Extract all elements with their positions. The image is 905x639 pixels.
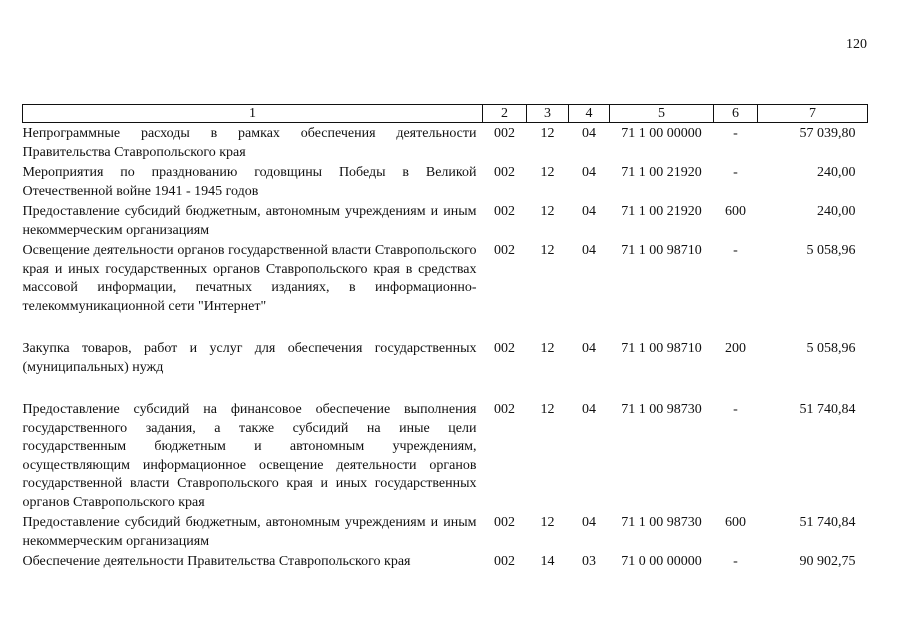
row-pr: 04 <box>582 165 596 180</box>
row-name: Освещение деятельности органов государственной власти Ставропольского края и иных государственных органов Ставропольского края в средствах массовой информации, печатных изданиях, в информационно-телекоммуникационной сети "Интернет" <box>22 243 477 314</box>
header-row <box>23 105 868 123</box>
row-vr: - <box>733 165 738 180</box>
row-name: Непрограммные расходы в рамках обеспечения деятельности Правительства Ставропольского края <box>22 126 477 160</box>
row-sum: 51 740,84 <box>799 515 856 530</box>
spacer-row <box>23 316 868 338</box>
header-cell: 2 <box>483 105 527 123</box>
row-sum: 240,00 <box>817 165 856 180</box>
header-cell: 3 <box>527 105 569 123</box>
table-row <box>23 399 868 512</box>
row-csr: 71 1 00 21920 <box>621 204 702 219</box>
row-ved: 002 <box>494 204 515 219</box>
row-pr: 04 <box>582 204 596 219</box>
row-rz: 12 <box>540 402 555 417</box>
row-vr: 600 <box>725 204 746 219</box>
header-cell: 5 <box>610 105 714 123</box>
row-rz: 12 <box>540 341 555 356</box>
row-ved: 002 <box>494 165 515 180</box>
row-rz: 14 <box>540 554 555 569</box>
spacer-row <box>23 377 868 399</box>
row-csr: 71 1 00 00000 <box>621 126 702 141</box>
table-row <box>23 201 868 240</box>
row-ved: 002 <box>494 341 515 356</box>
row-rz: 12 <box>540 243 555 258</box>
table-row <box>23 240 868 316</box>
table-row <box>23 123 868 163</box>
row-sum: 240,00 <box>817 204 856 219</box>
row-sum: 57 039,80 <box>799 126 856 141</box>
row-csr: 71 1 00 98710 <box>621 341 702 356</box>
row-pr: 04 <box>582 126 596 141</box>
row-name: Предоставление субсидий на финансовое обеспечение выполнения государственного задания, а также субсидий на иные цели государственным бюджетным и автономным учреждениям, осуществляющим информационное освещение деятельности органов государственной власти Ставропольского края и иных государственных органов Ставропольского края <box>22 402 477 510</box>
row-ved: 002 <box>494 515 515 530</box>
row-csr: 71 1 00 21920 <box>621 165 702 180</box>
row-ved: 002 <box>494 126 515 141</box>
row-csr: 71 1 00 98730 <box>621 402 702 417</box>
row-csr: 71 1 00 98710 <box>621 243 702 258</box>
header-cell: 6 <box>714 105 758 123</box>
table-row <box>23 338 868 377</box>
table-row <box>23 551 868 572</box>
page-number: 120 <box>846 37 867 52</box>
row-csr: 71 1 00 98730 <box>621 515 702 530</box>
row-vr: - <box>733 402 738 417</box>
row-pr: 04 <box>582 341 596 356</box>
row-sum: 5 058,96 <box>806 243 856 258</box>
header-cell: 4 <box>569 105 610 123</box>
row-ved: 002 <box>494 402 515 417</box>
row-vr: 600 <box>725 515 746 530</box>
table-row <box>23 162 868 201</box>
row-ved: 002 <box>494 243 515 258</box>
row-name: Мероприятия по празднованию годовщины Победы в Великой Отечественной войне 1941 - 1945 годов <box>22 165 477 199</box>
row-name: Обеспечение деятельности Правительства Ставропольского края <box>22 554 411 569</box>
row-vr: 200 <box>725 341 746 356</box>
row-sum: 51 740,84 <box>799 402 856 417</box>
row-csr: 71 0 00 00000 <box>621 554 702 569</box>
row-rz: 12 <box>540 126 555 141</box>
budget-table <box>22 104 868 572</box>
row-vr: - <box>733 126 738 141</box>
header-cell: 7 <box>758 105 868 123</box>
row-name: Предоставление субсидий бюджетным, автономным учреждениям и иным некоммерческим организациям <box>22 515 477 549</box>
row-name: Предоставление субсидий бюджетным, автономным учреждениям и иным некоммерческим организациям <box>22 204 477 238</box>
row-pr: 04 <box>582 243 596 258</box>
row-rz: 12 <box>540 165 555 180</box>
row-pr: 03 <box>582 554 596 569</box>
row-vr: - <box>733 554 738 569</box>
row-pr: 04 <box>582 402 596 417</box>
header-cell: 1 <box>23 105 483 123</box>
row-ved: 002 <box>494 554 515 569</box>
row-rz: 12 <box>540 204 555 219</box>
table-row <box>23 512 868 551</box>
row-name: Закупка товаров, работ и услуг для обеспечения государственных (муниципальных) нужд <box>22 341 477 375</box>
row-sum: 5 058,96 <box>806 341 856 356</box>
row-rz: 12 <box>540 515 555 530</box>
row-sum: 90 902,75 <box>799 554 856 569</box>
row-vr: - <box>733 243 738 258</box>
row-pr: 04 <box>582 515 596 530</box>
